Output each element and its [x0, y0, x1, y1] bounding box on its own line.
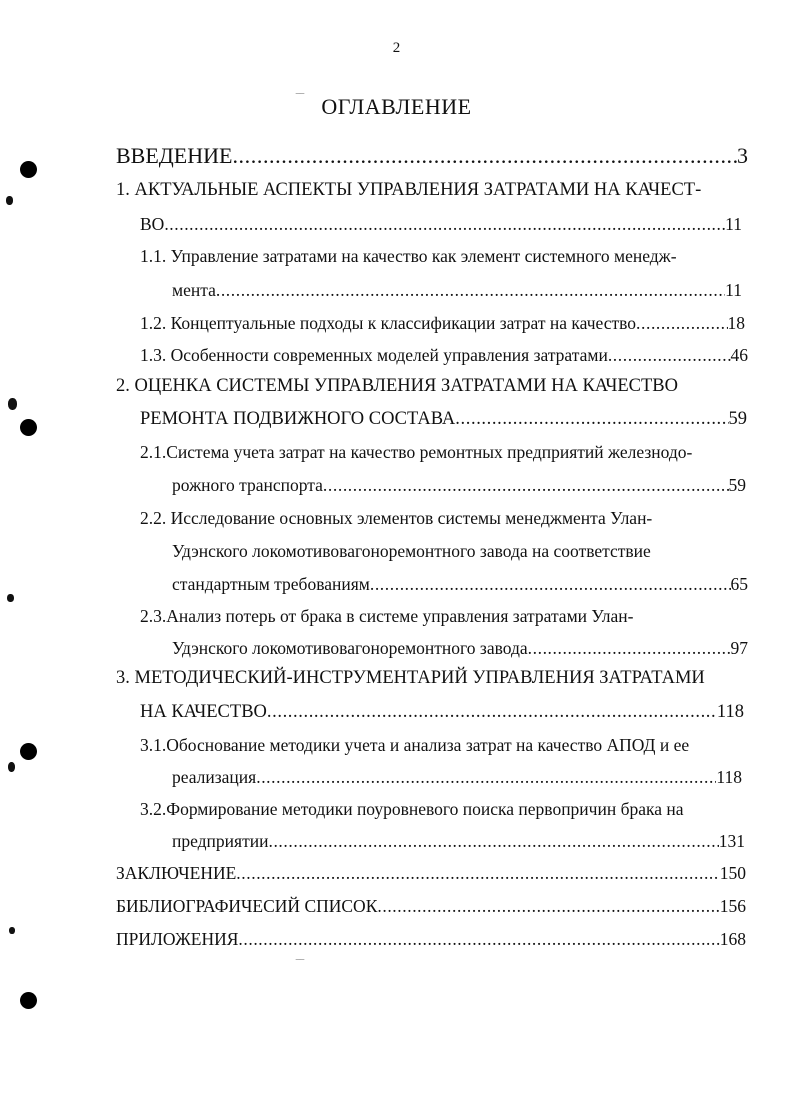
toc-entry-text: НА КАЧЕСТВО — [140, 702, 267, 722]
punch-hole — [20, 161, 37, 178]
dot-leader — [636, 313, 727, 334]
toc-page-number: 11 — [725, 214, 742, 234]
toc-entry-conclusion — [116, 863, 746, 884]
toc-entry-section-3-2 — [172, 831, 745, 852]
toc-entry-section-2-2-line-2: Удэнского локомотивовагоноремонтного завода на соответствие — [172, 541, 651, 561]
toc-entry-section-2-3-title: 2.3.Анализ потерь от брака в системе управления затратами Улан- — [140, 606, 634, 626]
toc-entry-chapter-1-title: 1. АКТУАЛЬНЫЕ АСПЕКТЫ УПРАВЛЕНИЯ ЗАТРАТАМИ НА КАЧЕСТ- — [116, 180, 702, 200]
toc-page-number: 118 — [716, 702, 744, 722]
toc-entry-text: ЗАКЛЮЧЕНИЕ — [116, 863, 237, 883]
dot-leader — [370, 574, 731, 595]
toc-entry-chapter-3-title: 3. МЕТОДИЧЕСКИЙ-ИНСТРУМЕНТАРИЙ УПРАВЛЕНИЯ ЗАТРАТАМИ — [116, 668, 705, 688]
dot-leader — [455, 409, 728, 430]
toc-entry-text: 1.3. Особенности современных моделей управления затратами — [140, 345, 608, 365]
punch-hole — [20, 743, 37, 760]
toc-page-number: 59 — [728, 409, 747, 429]
scan-speck — [9, 927, 15, 934]
toc-page-number: 97 — [730, 638, 748, 658]
punch-hole — [20, 992, 37, 1009]
toc-page-number: 59 — [728, 475, 746, 495]
toc-entry-text: рожного транспорта — [172, 475, 323, 495]
toc-entry-section-2-2-title: 2.2. Исследование основных элементов системы менеджмента Улан- — [140, 508, 653, 528]
toc-entry-section-3-1-title: 3.1.Обоснование методики учета и анализа затрат на качество АПОД и ее — [140, 735, 690, 755]
dot-leader — [267, 702, 717, 723]
dot-leader — [236, 863, 719, 884]
punch-hole — [20, 419, 37, 436]
toc-page-number: 65 — [730, 574, 748, 594]
scan-speck — [7, 594, 14, 602]
dot-leader — [256, 767, 716, 788]
toc-entry-section-1-3 — [140, 345, 748, 366]
toc-entry-text: 1.2. Концептуальные подходы к классификации затрат на качество — [140, 313, 637, 333]
toc-entry-section-2-1 — [172, 475, 746, 496]
toc-entry-chapter-2-title: 2. ОЦЕНКА СИСТЕМЫ УПРАВЛЕНИЯ ЗАТРАТАМИ НА КАЧЕСТВО — [116, 376, 678, 396]
dot-leader — [323, 475, 729, 496]
dot-leader — [232, 143, 737, 169]
toc-entry-section-2-2 — [172, 574, 748, 595]
toc-page-number: 11 — [725, 280, 742, 300]
page-number: 2 — [392, 40, 401, 56]
toc-page-number: 168 — [719, 929, 746, 949]
toc-entry-chapter-3 — [140, 702, 744, 723]
toc-entry-section-1-1 — [172, 280, 742, 301]
toc-entry-section-1-1-title: 1.1. Управление затратами на качество как элемент системного менедж- — [140, 246, 677, 266]
toc-entry-section-2-1-title: 2.1.Система учета затрат на качество ремонтных предприятий железнодо- — [140, 442, 693, 462]
toc-page-number: 131 — [718, 831, 745, 851]
toc-entry-text: реализация — [172, 767, 257, 787]
dot-leader — [238, 929, 719, 950]
toc-entry-text: ВО — [140, 214, 165, 234]
dot-leader — [216, 280, 725, 301]
scan-speck — [8, 398, 17, 410]
toc-entry-text: РЕМОНТА ПОДВИЖНОГО СОСТАВА — [140, 409, 456, 429]
toc-entry-text: ПРИЛОЖЕНИЯ — [116, 929, 239, 949]
toc-entry-section-3-2-title: 3.2.Формирование методики поуровневого поиска первопричин брака на — [140, 799, 684, 819]
toc-entry-text: БИБЛИОГРАФИЧЕСИЙ СПИСОК — [116, 896, 378, 916]
toc-page-number: 118 — [716, 767, 742, 787]
toc-entry-text: стандартным требованиям — [172, 574, 370, 594]
toc-page-number: 46 — [730, 345, 748, 365]
toc-entry-bibliography — [116, 896, 746, 917]
dot-leader — [528, 638, 731, 659]
toc-entry-text: предприятии — [172, 831, 269, 851]
dot-leader — [268, 831, 718, 852]
dot-leader — [608, 345, 731, 366]
scan-speck — [6, 196, 13, 205]
toc-title: ОГЛАВЛЕНИЕ — [321, 94, 472, 119]
toc-entry-text: ВВЕДЕНИЕ — [116, 143, 233, 168]
dot-leader — [377, 896, 719, 917]
toc-entry-chapter-2 — [140, 409, 747, 430]
scan-speck — [8, 762, 15, 772]
toc-entry-chapter-1 — [140, 214, 742, 235]
toc-entry-section-3-1 — [172, 767, 742, 788]
toc-entry-section-2-3 — [172, 638, 748, 659]
dot-leader — [164, 214, 725, 235]
toc-entry-section-1-2 — [140, 313, 745, 334]
toc-page-number: 18 — [727, 313, 745, 333]
toc-page-number: 3 — [737, 143, 748, 168]
toc-entry-intro — [116, 143, 748, 169]
toc-entry-text: Удэнского локомотивовагоноремонтного завода — [172, 638, 528, 658]
scan-artifact: ‾‾ — [296, 92, 304, 106]
toc-page-number: 150 — [719, 863, 746, 883]
scan-artifact: ‾‾ — [296, 958, 304, 972]
toc-page-number: 156 — [719, 896, 746, 916]
toc-entry-text: мента — [172, 280, 216, 300]
toc-entry-appendices — [116, 929, 746, 950]
